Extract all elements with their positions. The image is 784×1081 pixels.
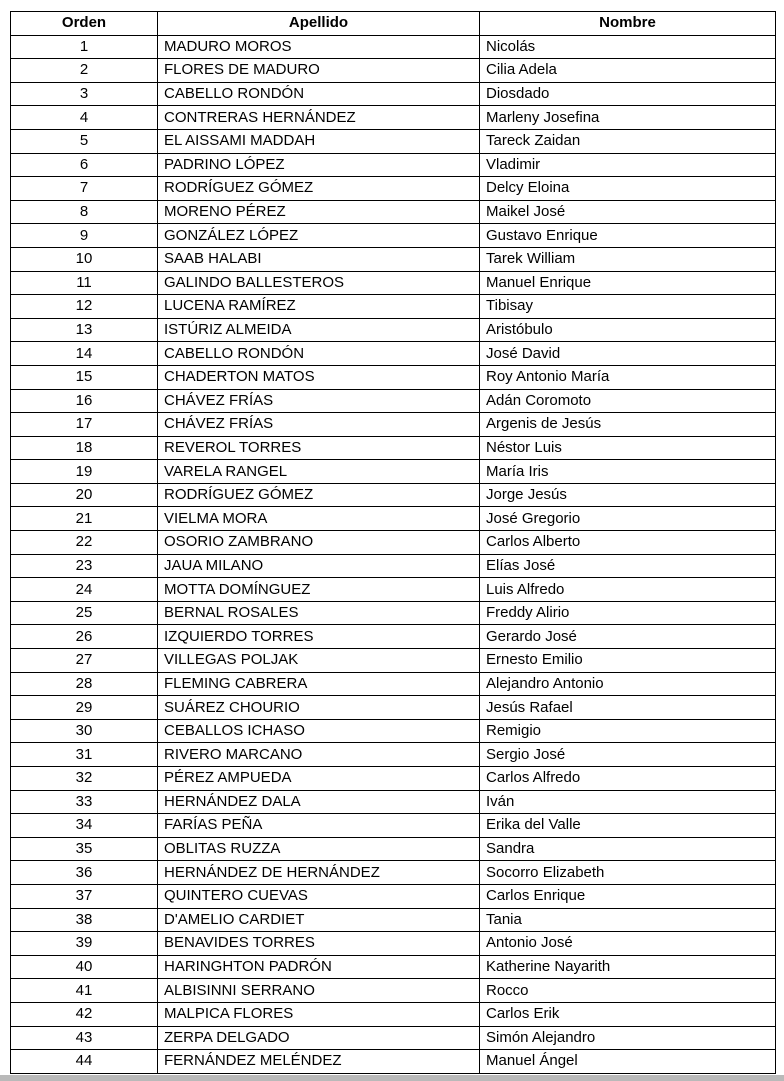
table-row (11, 483, 776, 507)
table-row (11, 59, 776, 83)
table-row (11, 531, 776, 555)
cell-nombre: José Gregorio (480, 507, 776, 531)
header-apellido: Apellido (158, 12, 480, 36)
cell-orden: 29 (11, 696, 158, 720)
table-row (11, 1050, 776, 1074)
cell-nombre: María Iris (480, 460, 776, 484)
cell-nombre: Gustavo Enrique (480, 224, 776, 248)
cell-apellido: ALBISINNI SERRANO (158, 979, 480, 1003)
cell-apellido: LUCENA RAMÍREZ (158, 295, 480, 319)
cell-orden: 22 (11, 531, 158, 555)
cell-apellido: VIELMA MORA (158, 507, 480, 531)
cell-orden: 35 (11, 837, 158, 861)
table-row (11, 696, 776, 720)
table-row (11, 200, 776, 224)
cell-nombre: Ernesto Emilio (480, 649, 776, 673)
cell-orden: 16 (11, 389, 158, 413)
cell-orden: 7 (11, 177, 158, 201)
cell-apellido: CABELLO RONDÓN (158, 342, 480, 366)
cell-apellido: IZQUIERDO TORRES (158, 625, 480, 649)
table-row (11, 153, 776, 177)
cell-apellido: D'AMELIO CARDIET (158, 908, 480, 932)
cell-orden: 21 (11, 507, 158, 531)
cell-apellido: FLEMING CABRERA (158, 672, 480, 696)
cell-orden: 15 (11, 365, 158, 389)
cell-apellido: ZERPA DELGADO (158, 1026, 480, 1050)
table-row (11, 719, 776, 743)
table-row (11, 271, 776, 295)
cell-orden: 4 (11, 106, 158, 130)
cell-apellido: ISTÚRIZ ALMEIDA (158, 318, 480, 342)
cell-orden: 2 (11, 59, 158, 83)
cell-orden: 42 (11, 1002, 158, 1026)
table-row (11, 318, 776, 342)
cell-nombre: Tibisay (480, 295, 776, 319)
cell-orden: 30 (11, 719, 158, 743)
cell-nombre: Jorge Jesús (480, 483, 776, 507)
table-row (11, 82, 776, 106)
cell-apellido: CEBALLOS ICHASO (158, 719, 480, 743)
cell-orden: 33 (11, 790, 158, 814)
cell-apellido: RODRÍGUEZ GÓMEZ (158, 483, 480, 507)
table-row (11, 1026, 776, 1050)
cell-orden: 25 (11, 601, 158, 625)
cell-nombre: Gerardo José (480, 625, 776, 649)
cell-orden: 5 (11, 129, 158, 153)
cell-apellido: MADURO MOROS (158, 35, 480, 59)
cell-orden: 20 (11, 483, 158, 507)
cell-nombre: Jesús Rafael (480, 696, 776, 720)
cell-nombre: Tania (480, 908, 776, 932)
cell-nombre: Carlos Alfredo (480, 767, 776, 791)
table-row (11, 224, 776, 248)
cell-nombre: Manuel Ángel (480, 1050, 776, 1074)
cell-orden: 12 (11, 295, 158, 319)
cell-nombre: Iván (480, 790, 776, 814)
cell-apellido: MORENO PÉREZ (158, 200, 480, 224)
cell-apellido: FERNÁNDEZ MELÉNDEZ (158, 1050, 480, 1074)
names-table (10, 11, 776, 1074)
cell-apellido: MALPICA FLORES (158, 1002, 480, 1026)
table-row (11, 436, 776, 460)
table-row (11, 507, 776, 531)
cell-nombre: Diosdado (480, 82, 776, 106)
cell-nombre: Manuel Enrique (480, 271, 776, 295)
cell-orden: 19 (11, 460, 158, 484)
cell-apellido: EL AISSAMI MADDAH (158, 129, 480, 153)
header-nombre: Nombre (480, 12, 776, 36)
cell-apellido: REVEROL TORRES (158, 436, 480, 460)
cell-apellido: JAUA MILANO (158, 554, 480, 578)
table-row (11, 908, 776, 932)
cell-apellido: PÉREZ AMPUEDA (158, 767, 480, 791)
cell-apellido: RIVERO MARCANO (158, 743, 480, 767)
cell-nombre: Tareck Zaidan (480, 129, 776, 153)
cell-nombre: Delcy Eloina (480, 177, 776, 201)
window-bottom-edge (0, 1075, 784, 1081)
cell-apellido: GONZÁLEZ LÓPEZ (158, 224, 480, 248)
cell-apellido: BERNAL ROSALES (158, 601, 480, 625)
cell-orden: 24 (11, 578, 158, 602)
cell-nombre: Sandra (480, 837, 776, 861)
table-row (11, 601, 776, 625)
cell-apellido: HARINGHTON PADRÓN (158, 955, 480, 979)
table-row (11, 295, 776, 319)
table-header-row (11, 12, 776, 36)
cell-nombre: Elías José (480, 554, 776, 578)
cell-nombre: Roy Antonio María (480, 365, 776, 389)
cell-orden: 43 (11, 1026, 158, 1050)
cell-nombre: Maikel José (480, 200, 776, 224)
table-row (11, 790, 776, 814)
cell-nombre: Adán Coromoto (480, 389, 776, 413)
cell-orden: 11 (11, 271, 158, 295)
cell-apellido: FLORES DE MADURO (158, 59, 480, 83)
table-row (11, 247, 776, 271)
table-row (11, 861, 776, 885)
cell-apellido: BENAVIDES TORRES (158, 932, 480, 956)
cell-apellido: HERNÁNDEZ DALA (158, 790, 480, 814)
cell-orden: 26 (11, 625, 158, 649)
cell-nombre: Remigio (480, 719, 776, 743)
cell-nombre: Carlos Erik (480, 1002, 776, 1026)
cell-orden: 18 (11, 436, 158, 460)
cell-nombre: Alejandro Antonio (480, 672, 776, 696)
cell-apellido: CONTRERAS HERNÁNDEZ (158, 106, 480, 130)
table-row (11, 106, 776, 130)
cell-apellido: CABELLO RONDÓN (158, 82, 480, 106)
cell-orden: 6 (11, 153, 158, 177)
cell-nombre: Argenis de Jesús (480, 413, 776, 437)
cell-orden: 9 (11, 224, 158, 248)
table-row (11, 129, 776, 153)
cell-nombre: Antonio José (480, 932, 776, 956)
cell-orden: 14 (11, 342, 158, 366)
cell-nombre: Rocco (480, 979, 776, 1003)
cell-orden: 1 (11, 35, 158, 59)
cell-nombre: Nicolás (480, 35, 776, 59)
table-row (11, 672, 776, 696)
cell-apellido: FARÍAS PEÑA (158, 814, 480, 838)
cell-apellido: GALINDO BALLESTEROS (158, 271, 480, 295)
table-row (11, 649, 776, 673)
cell-orden: 3 (11, 82, 158, 106)
cell-nombre: Marleny Josefina (480, 106, 776, 130)
cell-orden: 28 (11, 672, 158, 696)
cell-orden: 40 (11, 955, 158, 979)
cell-nombre: Néstor Luis (480, 436, 776, 460)
cell-nombre: Erika del Valle (480, 814, 776, 838)
cell-apellido: HERNÁNDEZ DE HERNÁNDEZ (158, 861, 480, 885)
cell-apellido: MOTTA DOMÍNGUEZ (158, 578, 480, 602)
cell-nombre: Katherine Nayarith (480, 955, 776, 979)
cell-apellido: SAAB HALABI (158, 247, 480, 271)
cell-nombre: Cilia Adela (480, 59, 776, 83)
table-row (11, 554, 776, 578)
table-row (11, 814, 776, 838)
table-row (11, 460, 776, 484)
table-row (11, 979, 776, 1003)
cell-orden: 8 (11, 200, 158, 224)
table-row (11, 365, 776, 389)
table-row (11, 767, 776, 791)
cell-apellido: CHÁVEZ FRÍAS (158, 389, 480, 413)
table-row (11, 578, 776, 602)
table-row (11, 743, 776, 767)
cell-orden: 37 (11, 884, 158, 908)
cell-apellido: OBLITAS RUZZA (158, 837, 480, 861)
table-row (11, 389, 776, 413)
table-row (11, 177, 776, 201)
cell-nombre: Tarek William (480, 247, 776, 271)
cell-apellido: VARELA RANGEL (158, 460, 480, 484)
cell-nombre: Vladimir (480, 153, 776, 177)
cell-nombre: Luis Alfredo (480, 578, 776, 602)
cell-nombre: Socorro Elizabeth (480, 861, 776, 885)
cell-apellido: CHÁVEZ FRÍAS (158, 413, 480, 437)
cell-orden: 34 (11, 814, 158, 838)
table-row (11, 884, 776, 908)
cell-apellido: RODRÍGUEZ GÓMEZ (158, 177, 480, 201)
cell-nombre: Carlos Alberto (480, 531, 776, 555)
cell-orden: 38 (11, 908, 158, 932)
cell-apellido: SUÁREZ CHOURIO (158, 696, 480, 720)
cell-apellido: CHADERTON MATOS (158, 365, 480, 389)
cell-orden: 36 (11, 861, 158, 885)
table-row (11, 413, 776, 437)
cell-orden: 31 (11, 743, 158, 767)
table-row (11, 1002, 776, 1026)
table-row (11, 955, 776, 979)
cell-nombre: Carlos Enrique (480, 884, 776, 908)
cell-apellido: VILLEGAS POLJAK (158, 649, 480, 673)
cell-orden: 10 (11, 247, 158, 271)
table-row (11, 625, 776, 649)
cell-orden: 23 (11, 554, 158, 578)
header-orden: Orden (11, 12, 158, 36)
cell-orden: 39 (11, 932, 158, 956)
cell-apellido: PADRINO LÓPEZ (158, 153, 480, 177)
cell-orden: 17 (11, 413, 158, 437)
cell-orden: 44 (11, 1050, 158, 1074)
cell-orden: 41 (11, 979, 158, 1003)
cell-nombre: Aristóbulo (480, 318, 776, 342)
table-row (11, 342, 776, 366)
cell-nombre: José David (480, 342, 776, 366)
cell-orden: 32 (11, 767, 158, 791)
cell-nombre: Sergio José (480, 743, 776, 767)
cell-nombre: Freddy Alirio (480, 601, 776, 625)
cell-orden: 13 (11, 318, 158, 342)
cell-nombre: Simón Alejandro (480, 1026, 776, 1050)
cell-apellido: OSORIO ZAMBRANO (158, 531, 480, 555)
table-row (11, 932, 776, 956)
cell-orden: 27 (11, 649, 158, 673)
table-row (11, 837, 776, 861)
cell-apellido: QUINTERO CUEVAS (158, 884, 480, 908)
table-row (11, 35, 776, 59)
